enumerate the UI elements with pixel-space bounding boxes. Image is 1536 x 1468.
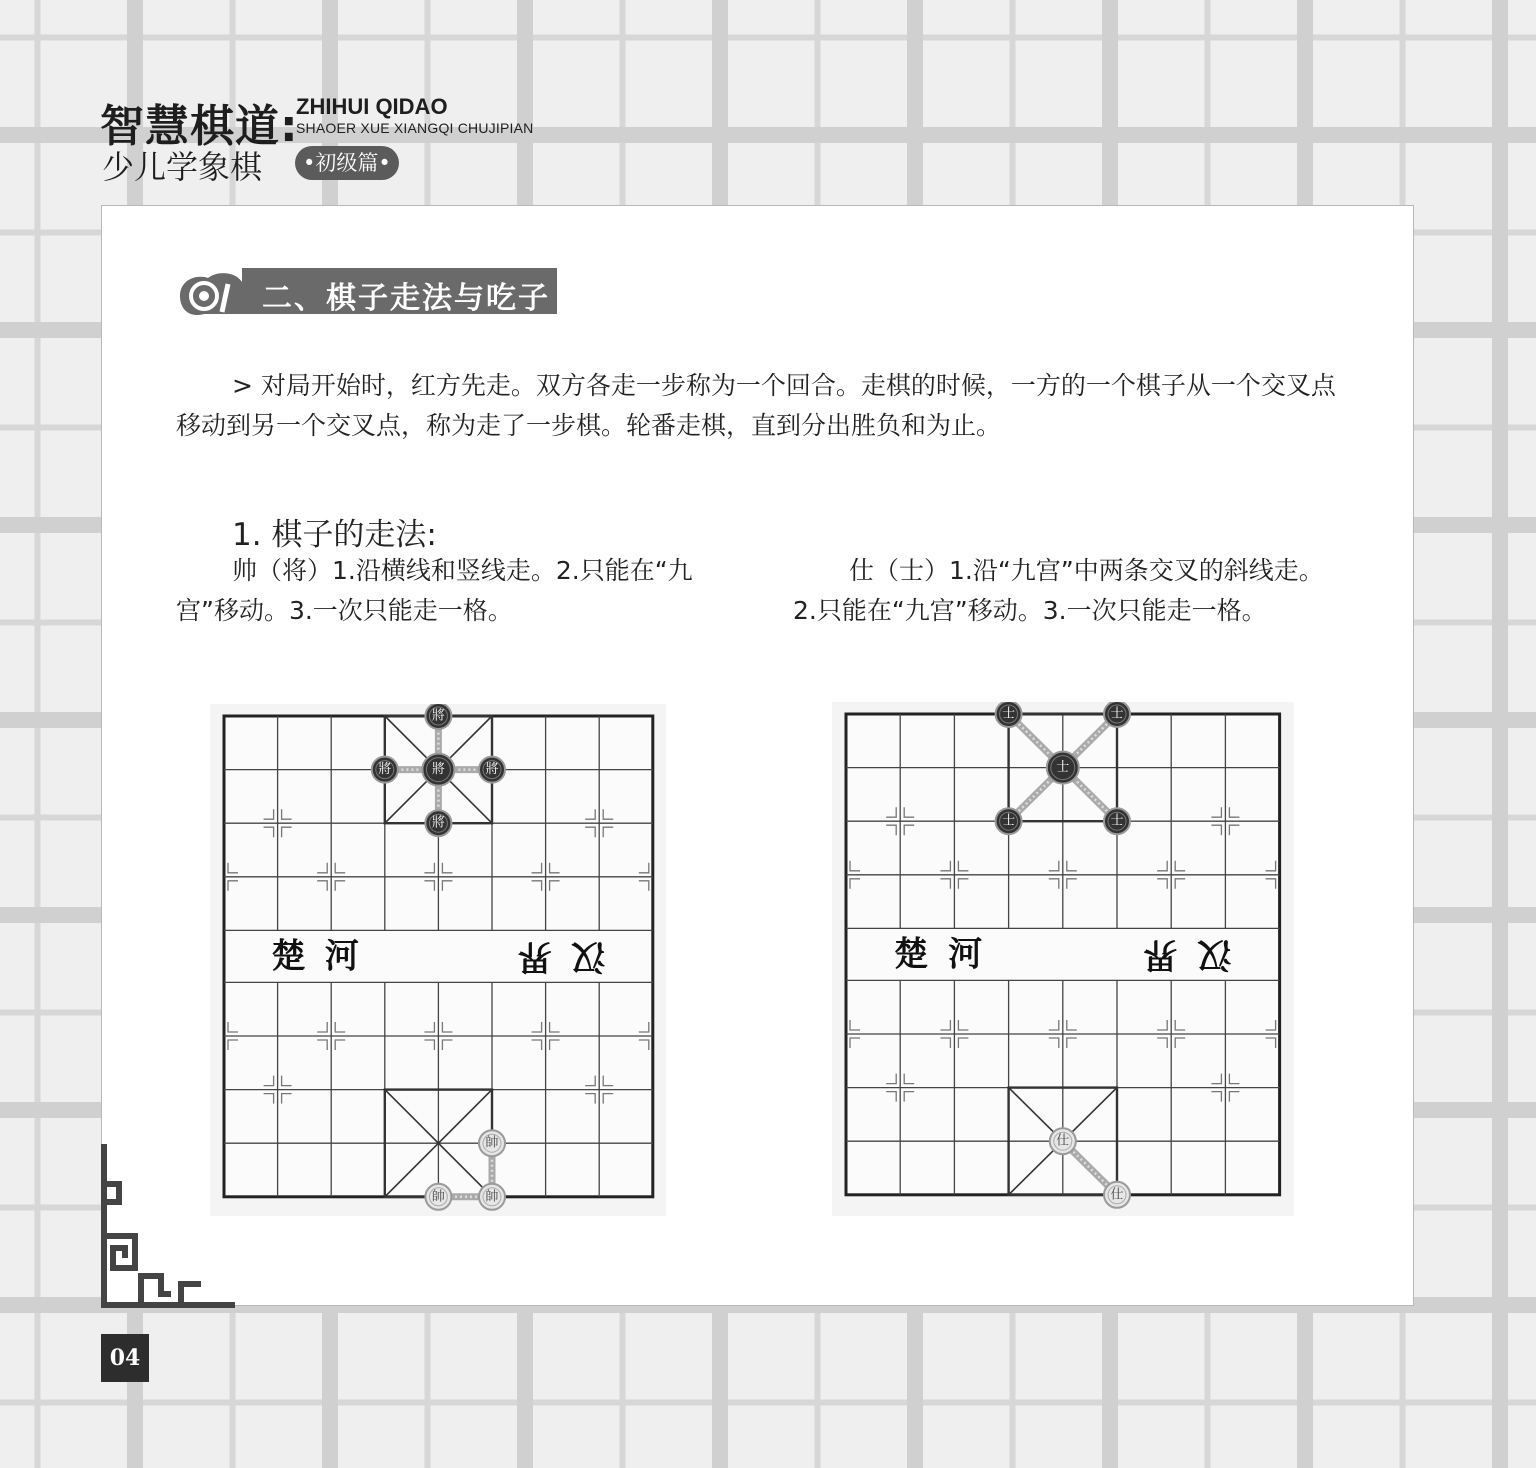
bg-tile <box>1508 1313 1536 1468</box>
river-char: 河 <box>948 934 983 975</box>
marshal-piece <box>425 1184 451 1210</box>
general-piece <box>372 757 398 783</box>
piece-label: 將 <box>431 815 445 831</box>
red-advisor-piece <box>1050 1128 1076 1154</box>
subheading: 1. 棋子的走法: <box>232 517 437 553</box>
king-rules-text: 帅（将）1.沿横线和竖线走。2.只能在“九宫”移动。3.一次只能走一格。 <box>176 556 693 625</box>
general-piece <box>425 704 451 729</box>
bg-tile <box>143 1313 322 1468</box>
piece-label: 士 <box>1110 813 1124 829</box>
river-char: 河 <box>324 936 359 977</box>
advisor-piece <box>1047 752 1079 784</box>
bg-tile <box>1508 533 1536 712</box>
bg-tile <box>338 1313 517 1468</box>
piece-label: 帥 <box>485 1135 499 1151</box>
bg-tile <box>923 0 1102 127</box>
level-badge: •初级篇• <box>295 146 399 180</box>
book-subtitle: 少儿学象棋 <box>102 148 263 186</box>
river-char: 汉 <box>571 936 606 977</box>
bg-tile <box>1508 728 1536 907</box>
advisor-piece <box>996 808 1022 834</box>
marshal-piece <box>479 1184 505 1210</box>
book-title-pinyin: ZHIHUI QIDAO <box>296 94 448 119</box>
general-piece <box>425 810 451 836</box>
piece-label: 帥 <box>485 1189 499 1205</box>
advisor-piece <box>1104 702 1130 727</box>
advisor-piece <box>1104 808 1130 834</box>
marshal-piece <box>479 1130 505 1156</box>
advisor-move-board <box>832 702 1294 1216</box>
advisor-rules-text: 仕（士）1.沿“九宫”中两条交叉的斜线走。2.只能在“九宫”移动。3.一次只能走一格。 <box>793 556 1324 625</box>
section-title: 二、棋子走法与吃子 <box>262 281 550 316</box>
bg-tile <box>1118 1313 1297 1468</box>
bg-tile <box>728 0 907 127</box>
bg-tile <box>1508 338 1536 517</box>
bg-tile <box>533 0 712 127</box>
piece-label: 士 <box>1110 706 1124 722</box>
lattice-corner-ornament <box>101 1144 235 1308</box>
river-char: 楚 <box>894 934 929 975</box>
piece-label: 士 <box>1002 813 1016 829</box>
bg-tile <box>1313 0 1492 127</box>
piece-label: 仕 <box>1056 1133 1070 1149</box>
book-subtitle-pinyin: SHAOER XUE XIANGQI CHUJIPIAN <box>296 120 534 136</box>
book-title: 智慧棋道: <box>100 101 299 152</box>
general-piece <box>422 754 454 786</box>
river-char: 界 <box>517 936 552 977</box>
bg-tile <box>1508 923 1536 1102</box>
piece-label: 將 <box>378 762 392 778</box>
bg-tile <box>1508 1118 1536 1297</box>
piece-label: 將 <box>431 708 445 724</box>
bg-tile <box>1508 143 1536 322</box>
river-char: 汉 <box>1197 934 1232 975</box>
piece-label: 士 <box>1002 706 1016 722</box>
general-piece <box>479 757 505 783</box>
bg-tile <box>1313 1313 1492 1468</box>
piece-label: 將 <box>485 762 499 778</box>
river-char: 界 <box>1143 934 1178 975</box>
piece-label: 帥 <box>431 1189 445 1205</box>
bg-tile <box>923 1313 1102 1468</box>
page-number: 04 <box>101 1334 149 1382</box>
red-advisor-piece <box>1104 1182 1130 1208</box>
piece-label: 將 <box>431 762 445 778</box>
piece-label: 士 <box>1056 760 1070 776</box>
piece-label: 仕 <box>1110 1187 1124 1203</box>
bg-tile <box>728 1313 907 1468</box>
bg-tile <box>1508 0 1536 127</box>
intro-paragraph: > 对局开始时，红方先走。双方各走一步称为一个回合。走棋的时候，一方的一个棋子从一个交叉点移动到另一个交叉点，称为走了一步棋。轮番走棋，直到分出胜负和为止。 <box>176 371 1336 440</box>
advisor-piece <box>996 702 1022 727</box>
bg-tile <box>533 1313 712 1468</box>
river-char: 楚 <box>271 936 306 977</box>
king-move-board <box>210 704 666 1216</box>
bg-tile <box>1118 0 1297 127</box>
